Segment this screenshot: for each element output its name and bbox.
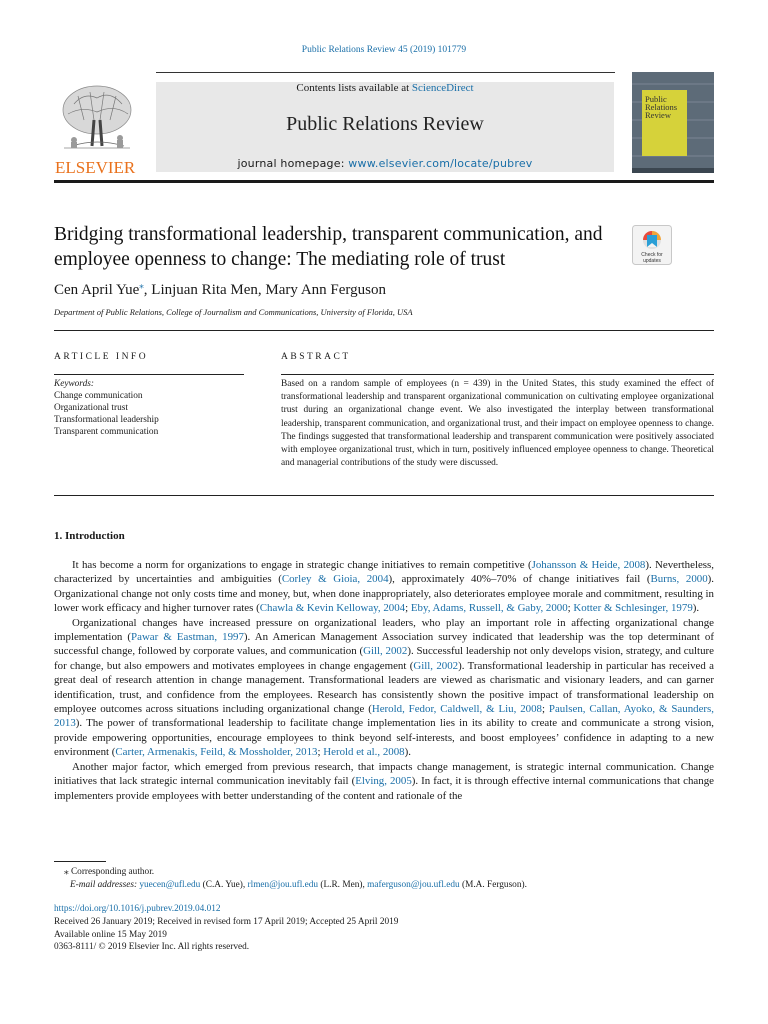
abstract-rule — [281, 374, 714, 375]
contents-line — [156, 82, 614, 94]
citation-link[interactable]: Pawar & Eastman, 1997 — [131, 631, 244, 644]
paragraph-text: ). — [692, 602, 700, 615]
body-paragraph — [54, 760, 714, 803]
cover-title-line-1: Public — [645, 94, 667, 104]
sciencedirect-link[interactable]: ScienceDirect — [411, 82, 474, 94]
copyright: 0363-8111/ © 2019 Elsevier Inc. All rights reserved. — [54, 942, 250, 953]
journal-citation[interactable]: Public Relations Review 45 (2019) 101779 — [301, 45, 467, 55]
paragraph-text: ). An American Management Association survey indicated that leadership was the top determinant of successful change, followed by corporate values, and communication ( — [54, 631, 715, 658]
email-link[interactable]: maferguson@jou.ufl.edu — [367, 880, 460, 890]
body-text — [54, 558, 714, 803]
paragraph-text: ), approximately 40%–70% of change initiatives fail ( — [388, 573, 651, 586]
abstract-text: Based on a random sample of employees (n = 439) in the United States, this study examined the effect of transformational leadership and transparent organizational communication on cultivating employee organizational trust during an organizational change event. We also investigated the interplay between transformational leadership, transparent communication, and organizational trust, and their impact on employee openness to change. The findings suggested that transformational leadership and transparent communication were positively associated with employee organizational trust, which in turn, positively influenced employee openness to change. Theoretical and managerial contributions of the study were discussed. — [281, 379, 714, 469]
email-owner: (C.A. Yue), — [200, 880, 248, 890]
paragraph-text: ). The power of transformational leadership to facilitate change implementation lies in its ability to create and communicate a strong vision, provide empowering opportunities, encourage employees to think beyond self-interests, and boost employees’ confidence in adapting to a new environment ( — [54, 717, 714, 759]
citation-link[interactable]: Kotter & Schlesinger, 1979 — [573, 602, 693, 615]
keyword-item: Organizational trust — [54, 403, 128, 413]
email-addresses — [54, 879, 527, 892]
elsevier-tree-icon — [54, 80, 140, 176]
paragraph-text: ). Successful leadership not only develops vision, strategy, and culture for change, but also empowers and motivates employees in change engagement ( — [54, 645, 714, 672]
elsevier-wordmark: ELSEVIER — [55, 158, 136, 176]
journal-cover-icon — [632, 72, 714, 173]
contents-prefix: Contents lists available at — [296, 82, 412, 94]
citation-link[interactable]: Gill, 2002 — [413, 659, 459, 672]
paragraph-text: ; — [567, 602, 574, 615]
paragraph-text: It has become a norm for organizations to engage in strategic change initiatives to remain competitive ( — [72, 559, 532, 571]
paragraph-text: ). In fact, it is through effective internal communications that change implementers provide employees with better understanding of the content and rationale of the — [54, 775, 714, 802]
email-owner: (L.R. Men), — [318, 880, 368, 890]
email-label: E-mail addresses: — [70, 880, 140, 890]
keywords-label: Keywords: — [54, 379, 94, 389]
header-rule — [156, 72, 615, 73]
section-divider — [54, 495, 714, 496]
citation-link[interactable]: Chawla & Kevin Kelloway, 2004 — [259, 602, 406, 615]
keyword-item: Change communication — [54, 391, 143, 401]
keyword-item: Transparent communication — [54, 427, 159, 437]
corresponding-author-note: ⁎ Corresponding author. — [64, 867, 155, 877]
citation-link[interactable]: Eby, Adams, Russell, & Gaby, 2000 — [410, 602, 568, 615]
abstract-heading: ABSTRACT — [281, 352, 351, 362]
body-paragraph — [54, 558, 714, 616]
paragraph-text: ). Transformational leadership in particular has received a great deal of research attention in change management. Transformational leaders are viewed as charismatic and visionary leaders, and can garner identification, trust, and confidence from the employees. Research has consistently shown the positive impact of transformational leadership on employee outcomes across situations including organizational change ( — [54, 659, 715, 716]
header-bottom-rule — [54, 180, 714, 183]
cover-title-line-3: Review — [645, 110, 671, 120]
section-divider — [54, 330, 714, 331]
journal-homepage-line — [156, 157, 614, 170]
section-heading-introduction: 1. Introduction — [54, 530, 125, 542]
paragraph-text: ; — [405, 602, 411, 615]
crossmark-icon — [632, 225, 672, 265]
paragraph-text: ; — [317, 746, 324, 759]
author-rest[interactable]: , Linjuan Rita Men, Mary Ann Ferguson — [143, 282, 386, 298]
paragraph-text: ). Organizational change not only costs time and money, but, when done inappropriately, also deteriorates employee morale and commitment, resulting in lower work efficacy and higher turnover rates ( — [54, 573, 715, 615]
received-dates: Received 26 January 2019; Received in revised form 17 April 2019; Accepted 25 April 2019 — [54, 916, 399, 927]
paragraph-text: ; — [541, 703, 549, 716]
check-for-updates-badge[interactable] — [632, 225, 672, 265]
citation-link[interactable]: Gill, 2002 — [363, 645, 408, 658]
citation-link[interactable]: Herold et al., 2008 — [323, 746, 405, 759]
citation-link[interactable]: Carter, Armenakis, Feild, & Mossholder, 2013 — [115, 746, 318, 759]
publication-info — [54, 903, 398, 954]
citation-link[interactable]: Paulsen, Callan, Ayoko, & Saunders, 2013 — [54, 703, 715, 730]
body-paragraph — [54, 616, 714, 760]
article-info-rule — [54, 374, 244, 375]
crossmark-text-1: Check for — [641, 252, 663, 258]
author-affiliation: Department of Public Relations, College of Journalism and Communications, University of Florida, USA — [54, 307, 413, 317]
citation-link[interactable]: Corley & Gioia, 2004 — [281, 573, 389, 586]
journal-homepage-link[interactable]: www.elsevier.com/locate/pubrev — [348, 157, 533, 170]
author-list — [54, 280, 386, 299]
corresponding-author-mark[interactable]: ⁎ — [139, 280, 144, 290]
homepage-prefix: journal homepage: — [237, 157, 349, 170]
keywords-block — [54, 378, 159, 438]
author-first[interactable]: Cen April Yue — [54, 282, 140, 298]
cover-title-line-2: Relations — [645, 102, 678, 112]
email-owner: (M.A. Ferguson). — [459, 880, 527, 890]
keyword-item: Transformational leadership — [54, 415, 159, 425]
citation-link[interactable]: Johansson & Heide, 2008 — [531, 559, 646, 571]
citation-link[interactable]: Elving, 2005 — [355, 775, 412, 788]
email-link[interactable]: yuecen@ufl.edu — [139, 880, 201, 890]
online-date: Available online 15 May 2019 — [54, 929, 167, 940]
citation-link[interactable]: Burns, 2000 — [650, 573, 708, 586]
footnote-rule — [54, 861, 106, 862]
paragraph-text: ). Nevertheless, characterized by uncertainties and ambiguities ( — [54, 559, 715, 586]
paragraph-text: Another major factor, which emerged from previous research, that impacts change management, is strategic internal communication. Change initiatives that lack strategic internal communication inevitably fail ( — [54, 760, 714, 788]
footnotes — [54, 866, 527, 892]
crossmark-text-2: updates — [643, 258, 661, 264]
doi-link[interactable]: https://doi.org/10.1016/j.pubrev.2019.04.012 — [54, 904, 221, 914]
citation-link[interactable]: Herold, Fedor, Caldwell, & Liu, 2008 — [371, 703, 542, 716]
article-title: Bridging transformational leadership, transparent communication, and employee openness to change: The mediating role of trust — [54, 224, 603, 270]
email-link[interactable]: rlmen@jou.ufl.edu — [247, 880, 319, 890]
elsevier-logo[interactable] — [54, 80, 140, 176]
paragraph-text: ). — [404, 746, 411, 759]
journal-title: Public Relations Review — [286, 113, 484, 135]
article-info-heading: ARTICLE INFO — [54, 352, 149, 362]
journal-cover-image[interactable] — [632, 72, 714, 173]
paragraph-text: Organizational changes have increased pressure on organizational leaders, who play an important role in affecting organizational change implementation ( — [54, 616, 714, 644]
